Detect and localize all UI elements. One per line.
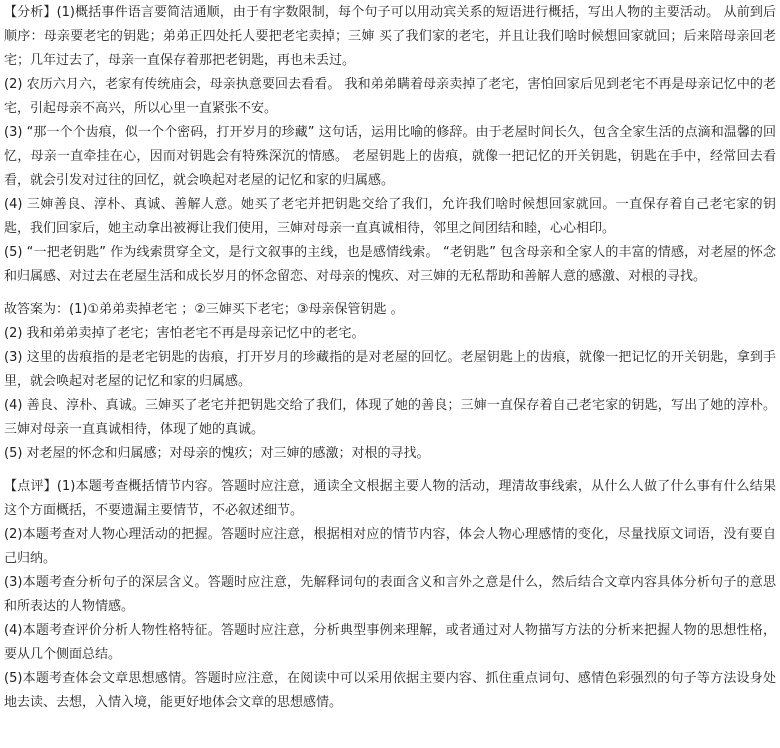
answer-paragraph-4: (4) 善良、淳朴、真诚。三婶买了老宅并把钥匙交给了我们，体现了她的善良；三婶一直保存着自己老宅家的钥匙，写出了她的淳朴。三婶对母亲一直真诚相待，体现了她的真诚。 bbox=[4, 398, 776, 437]
analysis-paragraph-3: (3) “那一个个齿痕，似一个个密码，打开岁月的珍藏” 这句话，运用比喻的修辞。由于老屋时间长久，包含全家生活的点滴和温馨的回忆，母亲一直牵挂在心，因而对钥匙会有特殊深沉的情感。 老屋钥匙上的齿痕，就像一把记忆的开关钥匙，钥匙在手中，经常回去看看，就会引发对过往的回忆，就会唤起对老屋的记忆和家的归属感。 bbox=[4, 125, 776, 188]
analysis-paragraph-5: (5) “一把老钥匙” 作为线索贯穿全文，是行文叙事的主线，也是感情线索。 “老钥匙” 包含母亲和全家人的丰富的情感，对老屋的怀念和归属感、对过去在老屋生活和成长岁月的怀念留恋、对母亲的愧疚、对三婶的无私帮助和善解人意的感激、对根的寻找。 bbox=[4, 245, 776, 284]
answer-paragraph-3: (3) 这里的齿痕指的是老宅钥匙的齿痕，打开岁月的珍藏指的是对老屋的回忆。老屋钥匙上的齿痕，就像一把记忆的开关钥匙，拿到手里，就会唤起对老屋的记忆和家的归属感。 bbox=[4, 350, 776, 389]
answer-section bbox=[4, 298, 776, 466]
analysis-section bbox=[4, 1, 776, 289]
analysis-paragraph-4: (4) 三婶善良、淳朴、真诚、善解人意。她买了老宅并把钥匙交给了我们，允许我们啥时候想回家就回。一直保存着自己老宅家的钥匙，我们回家后，她主动拿出被褥让我们使用，三婶对母亲一直真诚相待，邻里之间团结和睦，心心相印。 bbox=[4, 197, 776, 236]
analysis-paragraph-1: 【分析】(1)概括事件语言要简洁通顺，由于有字数限制，每个句子可以用动宾关系的短语进行概括，写出人物的主要活动。 从前到后顺序：母亲要老宅的钥匙；弟弟正四处托人要把老宅卖掉；三婶 买了我们家的老宅，并且让我们啥时候想回家就回；后来陪母亲回老宅；几年过去了，母亲一直保存着那把老钥匙，再也未丢过。 bbox=[4, 5, 776, 68]
answer-paragraph-1: 故答案为：(1)①弟弟卖掉老宅 ；②三婶买下老宅；③母亲保管钥匙 。 bbox=[4, 302, 404, 317]
commentary-paragraph-1: 【点评】(1)本题考查概括情节内容。答题时应注意，通读全文根据主要人物的活动，理清故事线索，从什么人做了什么事有什么结果这个方面概括，不要遗漏主要情节，不必叙述细节。 bbox=[4, 479, 776, 518]
commentary-paragraph-5: (5)本题考查体会文章思想感情。答题时应注意，在阅读中可以采用依据主要内容、抓住重点词句、感情色彩强烈的句子等方法设身处地去读、去想，入情入境，能更好地体会文章的思想感情。 bbox=[4, 671, 776, 710]
commentary-paragraph-3: (3)本题考查分析句子的深层含义。答题时应注意，先解释词句的表面含义和言外之意是什么，然后结合文章内容具体分析句子的意思和所表达的人物情感。 bbox=[4, 575, 776, 614]
commentary-section bbox=[4, 475, 776, 715]
commentary-paragraph-4: (4)本题考查评价分析人物性格特征。答题时应注意，分析典型事例来理解，或者通过对人物描写方法的分析来把握人物的思想性格，要从几个侧面总结。 bbox=[4, 623, 776, 662]
analysis-paragraph-2: (2) 农历六月六，老家有传统庙会，母亲执意要回去看看。 我和弟弟瞒着母亲卖掉了老宅，害怕回家后见到老宅不再是母亲记忆中的老宅，引起母亲不高兴，所以心里一直紧张不安。 bbox=[4, 77, 776, 116]
answer-paragraph-2: (2) 我和弟弟卖掉了老宅；害怕老宅不再是母亲记忆中的老宅。 bbox=[4, 326, 365, 341]
answer-paragraph-5: (5) 对老屋的怀念和归属感；对母亲的愧疚；对三婶的感激；对根的寻找。 bbox=[4, 446, 430, 461]
commentary-paragraph-2: (2)本题考查对人物心理活动的把握。答题时应注意，根据相对应的情节内容，体会人物心理感情的变化，尽量找原文词语，没有要自己归纳。 bbox=[4, 527, 776, 566]
